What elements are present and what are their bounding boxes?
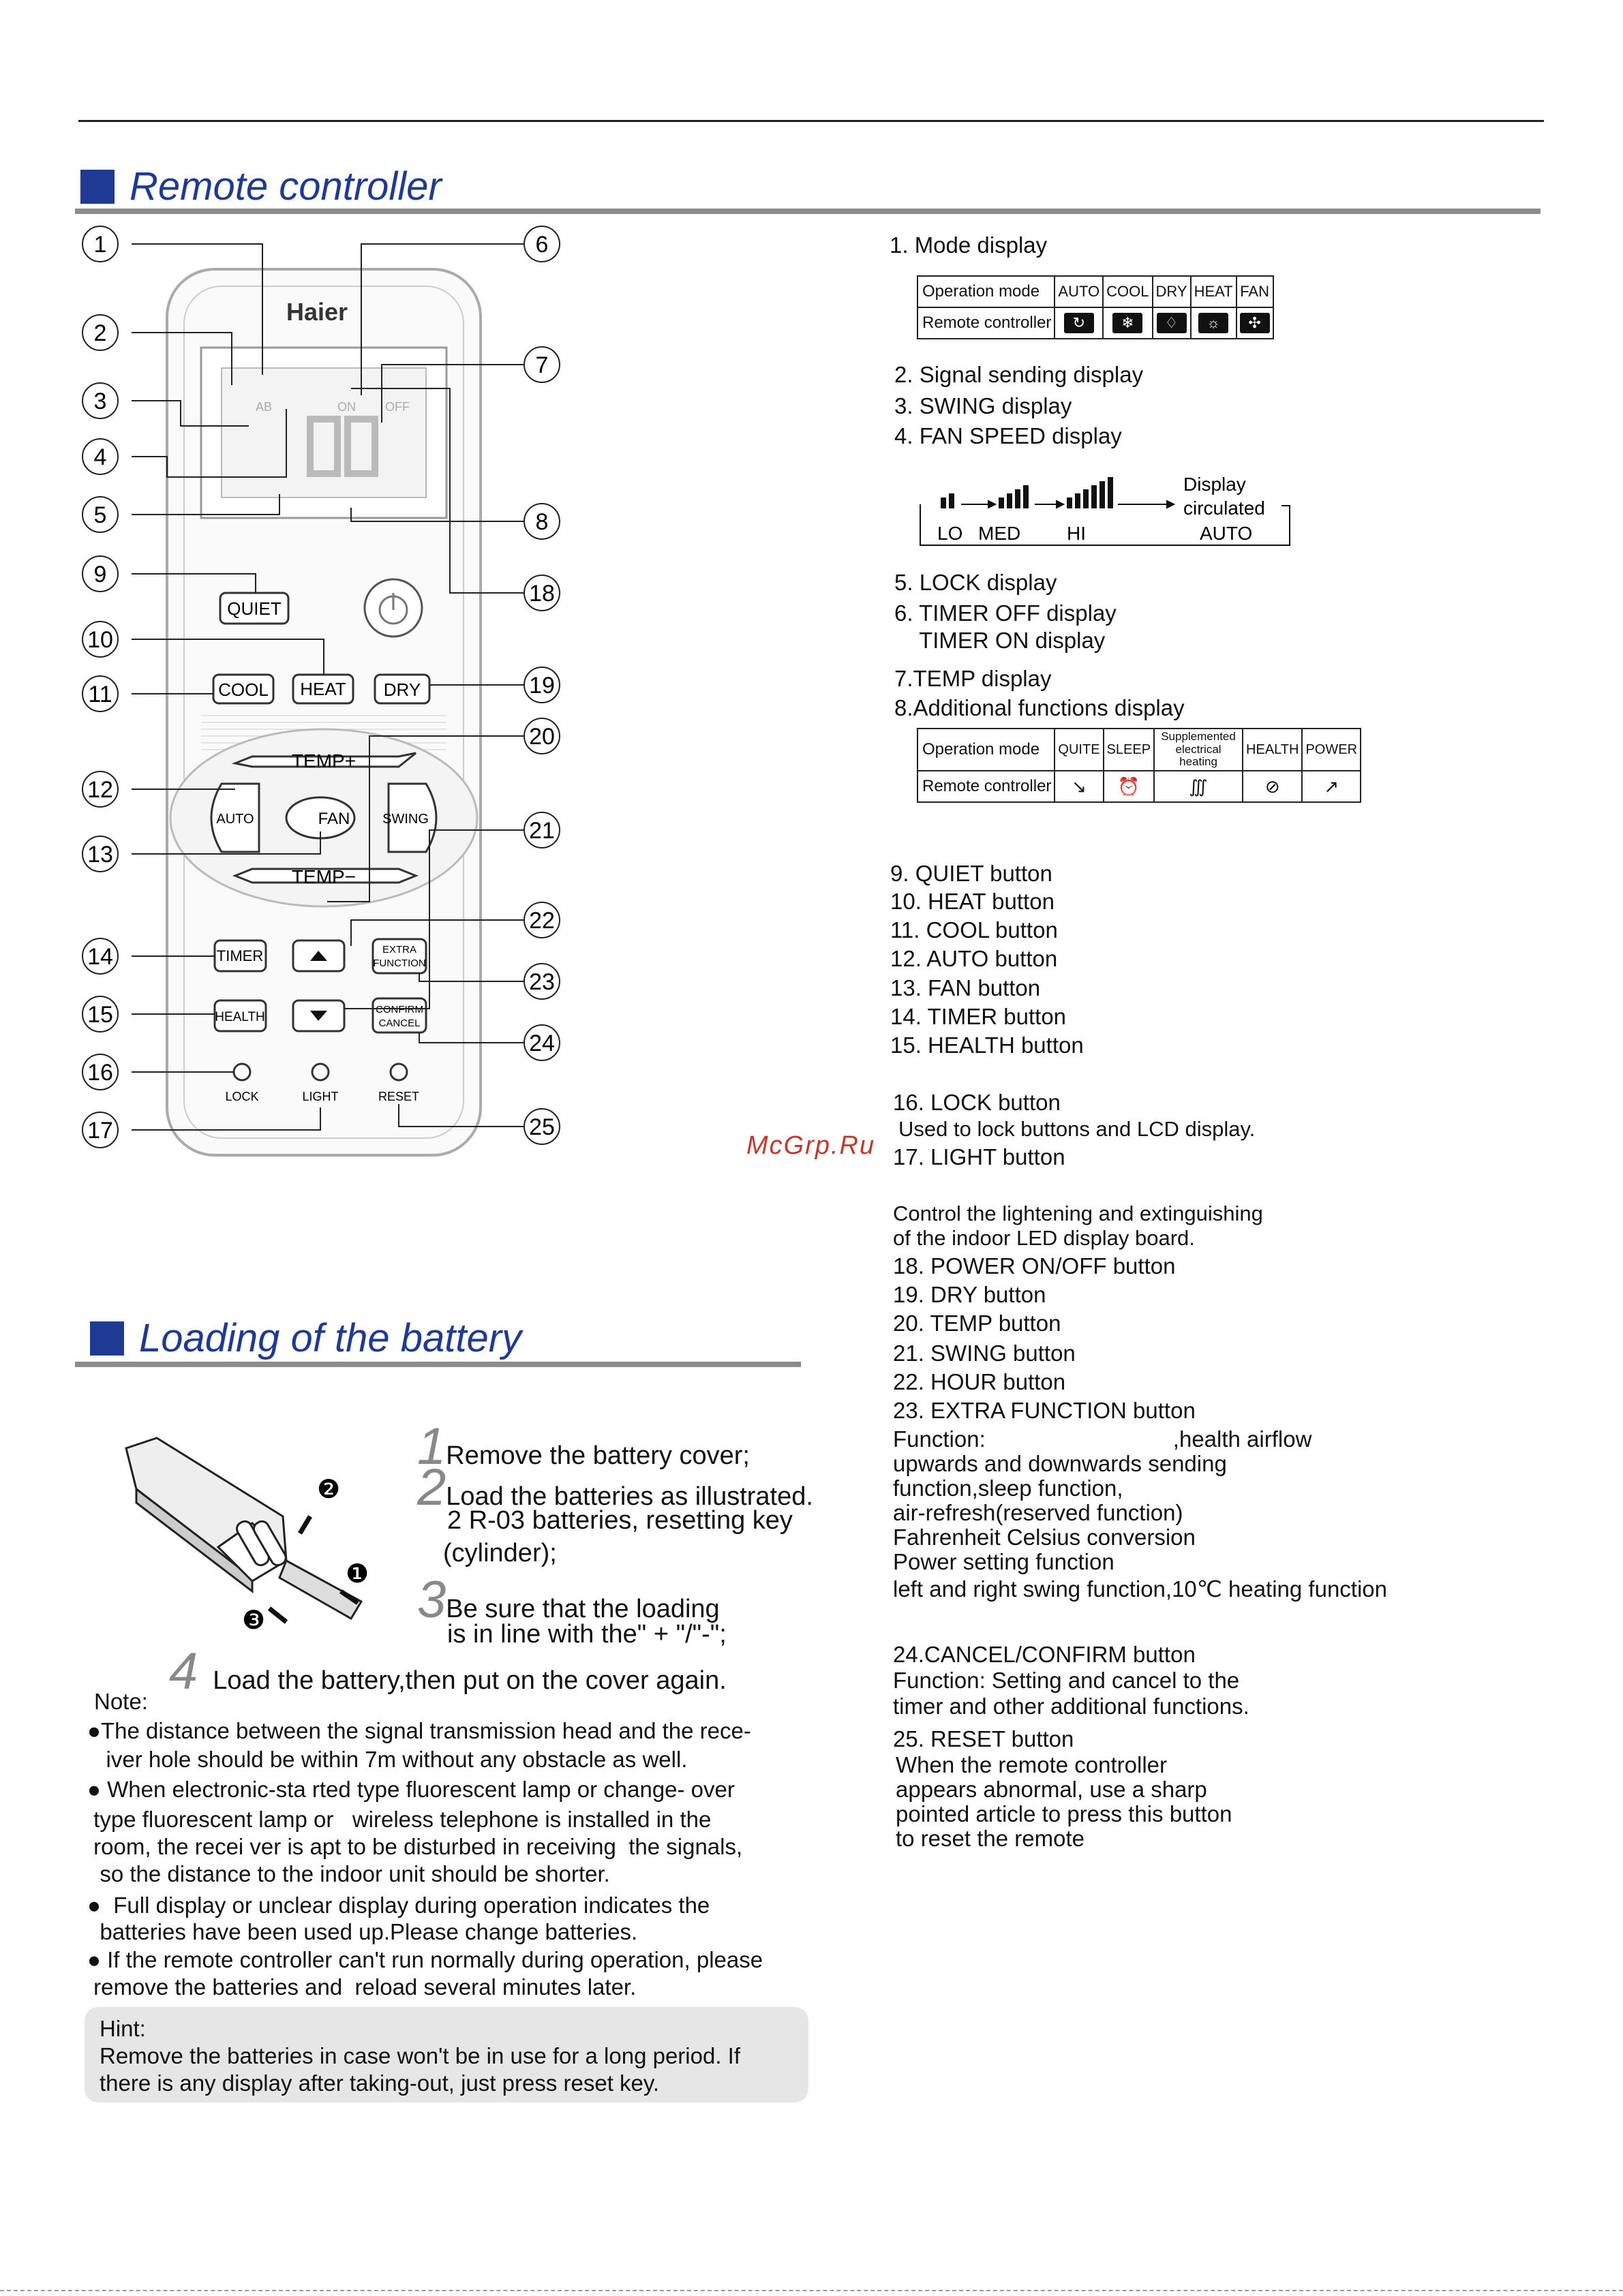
- hint-line-2: there is any display after taking-out, just press reset key.: [100, 2070, 660, 2096]
- temp-plus-label: TEMP+: [291, 750, 357, 771]
- add-table-row1-label: Operation mode: [917, 729, 1055, 771]
- item-2: 2. Signal sending display: [894, 362, 1144, 387]
- temp-minus-label: TEMP−: [291, 866, 357, 887]
- cancel-desc-1: Function: Setting and cancel to the: [893, 1668, 1240, 1693]
- reset-desc-2: appears abnormal, use a sharp: [896, 1777, 1207, 1802]
- item-7: 7.TEMP display: [894, 666, 1052, 691]
- add-col-power: POWER: [1302, 729, 1361, 771]
- button-10: 10. HEAT button: [890, 889, 1055, 914]
- callout-7: 7: [535, 352, 549, 378]
- battery-step-4: [169, 1639, 727, 1704]
- mode-dry: DRY: [1153, 276, 1191, 307]
- fan-lo: LO: [937, 523, 963, 544]
- cool-label: COOL: [218, 679, 269, 700]
- extra-func-1: Function: ,health airflow: [893, 1426, 1312, 1452]
- mode-auto: AUTO: [1055, 276, 1103, 307]
- callout-17: 17: [87, 1118, 113, 1144]
- callout-19: 19: [529, 673, 555, 699]
- item-4: 4. FAN SPEED display: [894, 423, 1122, 448]
- arrow-3-icon: [269, 1608, 286, 1622]
- step-marker-1: ❶: [346, 1559, 369, 1589]
- mode-fan: FAN: [1237, 276, 1273, 307]
- heat-mode-icon: ☼: [1198, 313, 1228, 333]
- fan-hi: HI: [1067, 523, 1086, 544]
- button-13: 13. FAN button: [890, 975, 1041, 1000]
- extra-label-2: FUNCTION: [373, 958, 426, 969]
- remote-section-heading: [80, 164, 442, 209]
- power-function-icon: ↗: [1324, 776, 1339, 797]
- fan-mode-icon: ✣: [1240, 313, 1270, 333]
- battery-step-2b: 2 R-03 batteries, resetting key: [447, 1506, 793, 1535]
- add-table-row2-label: Remote controller: [917, 771, 1055, 802]
- note-line-3: ● When electronic-sta rted type fluorescent lamp or change- over: [87, 1777, 735, 1802]
- fan-display-2: circulated: [1183, 498, 1265, 519]
- mode-heat: HEAT: [1191, 276, 1237, 307]
- swing-label: SWING: [382, 812, 429, 827]
- step-marker-3: ❸: [242, 1605, 266, 1635]
- light-desc-2: of the indoor LED display board.: [893, 1226, 1195, 1250]
- note-line-4: type fluorescent lamp or wireless telephone is installed in the: [87, 1807, 712, 1832]
- item-6b: TIMER ON display: [894, 628, 1106, 653]
- timer-label: TIMER: [216, 947, 264, 964]
- lcd-screen: [222, 368, 426, 498]
- extra-func-2: upwards and downwards sending: [893, 1451, 1227, 1476]
- lock-button-desc: Used to lock buttons and LCD display.: [898, 1117, 1256, 1141]
- extra-label-1: EXTRA: [382, 944, 417, 955]
- callout-2: 2: [93, 320, 107, 346]
- fan-label: FAN: [318, 810, 350, 828]
- confirm-label-1: CONFIRM: [376, 1004, 423, 1015]
- callout-14: 14: [87, 944, 113, 970]
- note-line-9: ● If the remote controller can't run normally during operation, please: [87, 1947, 763, 1972]
- battery-step-2c: (cylinder);: [443, 1539, 557, 1567]
- note-line-2: iver hole should be within 7m without any obstacle as well.: [87, 1747, 688, 1772]
- callout-13: 13: [87, 842, 113, 868]
- step-num-3: 3: [417, 1571, 446, 1629]
- hint-box: [85, 2007, 808, 2102]
- mode-table-row2-label: Remote controller: [917, 307, 1055, 339]
- arrow-2-icon: [300, 1516, 310, 1533]
- extra-func-7: left and right swing function,10℃ heating function: [893, 1576, 1388, 1602]
- callout-1: 1: [93, 232, 107, 258]
- callout-4: 4: [93, 444, 107, 470]
- callout-22: 22: [529, 908, 555, 934]
- battery-section-title: Loading of the battery: [139, 1316, 522, 1360]
- step-marker-2: ❷: [317, 1474, 341, 1504]
- lcd-ab: AB: [256, 400, 273, 414]
- add-col-heating: Supplemented electrical heating: [1154, 729, 1243, 771]
- extra-func-6: Power setting function: [893, 1549, 1114, 1574]
- lock-label: LOCK: [225, 1090, 259, 1103]
- add-col-quite: QUITE: [1055, 729, 1103, 771]
- step-num-1: 1: [417, 1418, 446, 1475]
- extra-func-5: Fahrenheit Celsius conversion: [893, 1525, 1196, 1550]
- remote-section-title: Remote controller: [130, 164, 442, 209]
- note-title: Note:: [94, 1689, 148, 1714]
- mode-cool: COOL: [1103, 276, 1152, 307]
- callout-6: 6: [535, 232, 549, 258]
- button-21: 21. SWING button: [893, 1341, 1076, 1366]
- remote-illustration: [65, 218, 583, 1172]
- sleep-function-icon: ⏰: [1117, 776, 1140, 797]
- fan-display-1: Display: [1183, 474, 1246, 495]
- callout-16: 16: [87, 1060, 113, 1086]
- note-line-7: ● Full display or unclear display during operation indicates the: [87, 1893, 710, 1918]
- additional-functions-table: [917, 728, 1361, 803]
- battery-illustration: [116, 1424, 402, 1656]
- item-6: 6. TIMER OFF display: [894, 600, 1117, 626]
- step-num-4: 4: [169, 1642, 198, 1700]
- callout-21: 21: [529, 818, 555, 844]
- remote-section-rule: [75, 209, 1541, 214]
- mode-table-row1-label: Operation mode: [917, 276, 1055, 307]
- add-col-health: HEALTH: [1243, 729, 1302, 771]
- light-button-heading: 17. LIGHT button: [893, 1144, 1065, 1169]
- step-4-text: Load the battery,then put on the cover again.: [213, 1666, 727, 1695]
- mode-table: [917, 275, 1274, 339]
- button-9: 9. QUIET button: [890, 861, 1052, 886]
- callout-24: 24: [529, 1030, 555, 1056]
- light-desc-1: Control the lightening and extinguishing: [893, 1201, 1263, 1225]
- reset-heading: 25. RESET button: [893, 1726, 1074, 1751]
- auto-label: AUTO: [216, 812, 254, 827]
- note-line-5: room, the recei ver is apt to be disturbed in receiving the signals,: [87, 1834, 743, 1859]
- extra-func-3: function,sleep function,: [893, 1475, 1123, 1501]
- step-2-text: Load the batteries as illustrated.: [446, 1482, 813, 1511]
- heading-square: [80, 170, 115, 204]
- battery-section-heading: [90, 1315, 521, 1361]
- callout-3: 3: [93, 388, 107, 414]
- health-function-icon: ⊘: [1264, 776, 1280, 797]
- confirm-label-2: CANCEL: [378, 1017, 421, 1029]
- fan-speed-diagram: [913, 463, 1295, 552]
- callout-25: 25: [529, 1114, 555, 1140]
- button-18: 18. POWER ON/OFF button: [893, 1253, 1176, 1279]
- heating-function-icon: ∭: [1189, 776, 1208, 797]
- lcd-off: OFF: [385, 400, 410, 414]
- dry-mode-icon: ♢: [1157, 313, 1187, 333]
- button-23: 23. EXTRA FUNCTION button: [893, 1398, 1196, 1423]
- button-22: 22. HOUR button: [893, 1369, 1066, 1394]
- light-button[interactable]: [312, 1064, 329, 1080]
- reset-desc-4: to reset the remote: [896, 1826, 1084, 1851]
- button-20: 20. TEMP button: [893, 1311, 1061, 1336]
- dry-label: DRY: [383, 679, 421, 700]
- fan-med: MED: [978, 523, 1021, 544]
- health-label: HEALTH: [215, 1010, 265, 1024]
- callout-10: 10: [87, 627, 113, 653]
- cancel-heading: 24.CANCEL/CONFIRM button: [893, 1642, 1196, 1667]
- top-rule: [78, 120, 1544, 122]
- note-line-8: batteries have been used up.Please change batteries.: [87, 1919, 638, 1944]
- reset-desc-3: pointed article to press this button: [896, 1801, 1232, 1826]
- heat-label: HEAT: [300, 679, 346, 699]
- reset-label: RESET: [378, 1090, 420, 1103]
- callout-18: 18: [529, 581, 555, 607]
- light-label: LIGHT: [302, 1090, 339, 1103]
- extra-func-4: air-refresh(reserved function): [893, 1500, 1183, 1525]
- note-line-1: ●The distance between the signal transmission head and the rece-: [87, 1718, 751, 1743]
- callout-11: 11: [88, 682, 112, 707]
- quiet-function-icon: ↘: [1072, 776, 1087, 797]
- hint-line-1: Remove the batteries in case won't be in use for a long period. If: [100, 2043, 741, 2068]
- button-11: 11. COOL button: [890, 917, 1058, 943]
- item-5: 5. LOCK display: [894, 570, 1057, 595]
- heading-square-battery: [90, 1321, 124, 1356]
- button-12: 12. AUTO button: [890, 946, 1058, 971]
- item-8: 8.Additional functions display: [894, 695, 1185, 720]
- callout-15: 15: [87, 1002, 113, 1028]
- step-3-text: Be sure that the loading: [446, 1595, 720, 1623]
- callout-9: 9: [93, 562, 107, 587]
- battery-step-3b: is in line with the" + "/"-";: [447, 1620, 727, 1649]
- step-num-2: 2: [417, 1458, 446, 1516]
- button-14: 14. TIMER button: [890, 1004, 1067, 1029]
- quiet-label: QUIET: [227, 598, 282, 619]
- lock-button[interactable]: [234, 1064, 250, 1080]
- mode-display-heading: 1. Mode display: [890, 232, 1048, 258]
- fan-auto: AUTO: [1200, 523, 1253, 544]
- item-3: 3. SWING display: [894, 393, 1072, 418]
- reset-desc-1: When the remote controller: [896, 1752, 1168, 1777]
- note-line-6: so the distance to the indoor unit should be shorter.: [87, 1861, 610, 1886]
- bottom-cut-line: [0, 2290, 1623, 2291]
- callout-8: 8: [535, 509, 549, 535]
- cancel-desc-2: timer and other additional functions.: [893, 1694, 1249, 1719]
- reset-button[interactable]: [391, 1064, 407, 1080]
- callout-23: 23: [529, 969, 555, 995]
- callout-20: 20: [529, 724, 555, 750]
- callout-12: 12: [87, 777, 113, 803]
- battery-section-rule: [75, 1362, 801, 1367]
- add-col-sleep: SLEEP: [1104, 729, 1154, 771]
- cool-mode-icon: ❄: [1112, 313, 1142, 333]
- brand-logo: Haier: [286, 298, 348, 326]
- button-15: 15. HEALTH button: [890, 1032, 1084, 1058]
- hint-title: Hint:: [100, 2016, 146, 2041]
- step-1-text: Remove the battery cover;: [446, 1441, 750, 1470]
- lcd-on: ON: [337, 400, 356, 414]
- callout-5: 5: [93, 502, 107, 528]
- lock-button-heading: 16. LOCK button: [893, 1090, 1061, 1115]
- note-line-10: remove the batteries and reload several minutes later.: [87, 1974, 637, 2000]
- watermark: McGrp.Ru: [746, 1131, 876, 1160]
- auto-mode-icon: ↻: [1064, 313, 1094, 333]
- button-19: 19. DRY button: [893, 1282, 1046, 1307]
